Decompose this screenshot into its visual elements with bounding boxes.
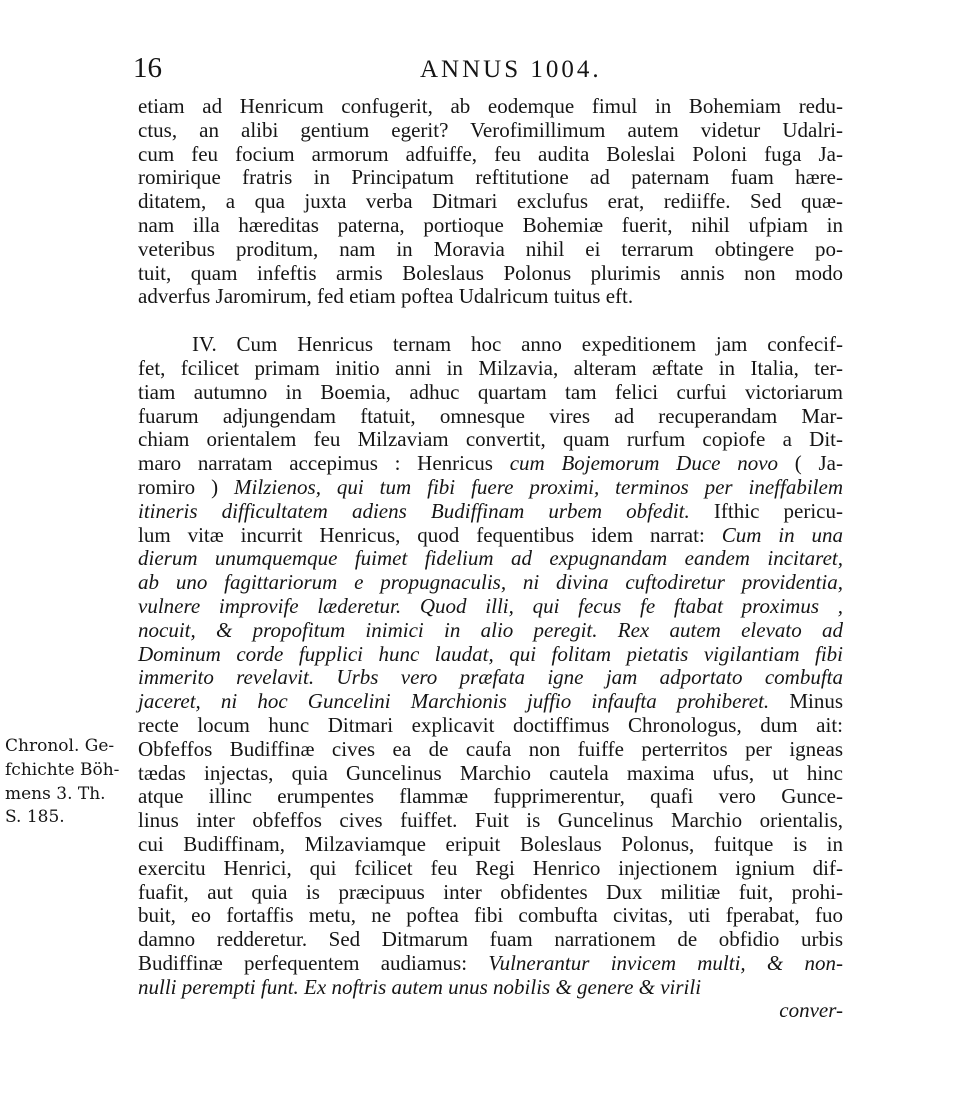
- text-line: [138, 643, 843, 667]
- text-run: linus inter obfeffos cives fuiffet. Fuit is Guncelinus Marchio orientalis,: [138, 808, 843, 833]
- text-line: [138, 762, 843, 786]
- text-line: [138, 119, 843, 143]
- page-header: [0, 52, 960, 92]
- text-run: cui Budiffinam, Milzaviamque eripuit Boleslaus Polonus, fuitque is in: [138, 831, 843, 856]
- text-line: [138, 547, 843, 571]
- italic-quote: nocuit, & propofitum inimici in alio peregit. Rex autem elevato ad: [138, 617, 843, 642]
- text-run: Minus: [769, 689, 843, 714]
- page-number: 16: [133, 52, 162, 84]
- italic-quote: itineris difficultatem adiens Budiffinam urbem obfedit.: [138, 498, 690, 523]
- text-run: damno redderetur. Sed Ditmarum fuam narrationem de obfidio urbis: [138, 927, 843, 952]
- text-run: Obfeffos Budiffinæ cives ea de caufa non fuiffe perterritos per igneas: [138, 736, 843, 761]
- text-line: [138, 476, 843, 500]
- italic-quote: jaceret, ni hoc Guncelini Marchionis juffio infaufta prohiberet.: [138, 689, 770, 714]
- italic-quote: nulli perempti funt. Ex noftris autem unus nobilis & genere & virili: [138, 974, 702, 999]
- text-run: nam illa hæreditas paterna, portioque Bohemiæ fuerit, nihil ufpiam in: [138, 212, 843, 237]
- text-line: [138, 928, 843, 952]
- text-line: [138, 381, 843, 405]
- margin-note-line: fchichte Böh-: [5, 759, 120, 780]
- margin-note: [5, 735, 133, 830]
- text-run: chiam orientalem feu Milzaviam convertit, quam rurfum copiofe a Dit-: [138, 427, 843, 452]
- text-run: tiam autumno in Boemia, adhuc quartam tam felici curfui victoriarum: [138, 379, 843, 404]
- text-run: atque illinc erumpentes flammæ fupprimerentur, quafi vero Gunce-: [138, 784, 843, 809]
- text-line: [138, 857, 843, 881]
- text-run: fuafit, aut quia is præcipuus inter obfidentes Dux militiæ fuit, prohi-: [138, 879, 843, 904]
- text-line: [138, 262, 843, 286]
- paragraph-1: [138, 95, 843, 309]
- text-line: [138, 143, 843, 167]
- text-line: [138, 357, 843, 381]
- text-run: buit, eo fortaffis metu, ne poftea fibi combufta civitas, uti fperabat, fuo: [138, 903, 843, 928]
- text-line: [138, 690, 843, 714]
- text-line: [138, 904, 843, 928]
- paragraph-2: [138, 333, 843, 999]
- italic-quote: Dominum corde fupplici hunc laudat, qui folitam pietatis vigilantiam fibi: [138, 641, 843, 666]
- text-line: [138, 166, 843, 190]
- text-line: [138, 405, 843, 429]
- text-run: Budiffinæ perfequentem audiamus:: [138, 950, 489, 975]
- text-run: tuit, quam infeftis armis Boleslaus Polonus plurimis annis non modo: [138, 260, 843, 285]
- text-run: lum vitæ incurrit Henricus, quod fequentibus idem narrat:: [138, 522, 722, 547]
- text-run: fet, fcilicet primam initio anni in Milzavia, alteram æftate in Italia, ter-: [138, 355, 843, 380]
- catchword: conver-: [779, 998, 843, 1023]
- text-run: ditatem, a qua juxta verba Ditmari exclufus erat, rediiffe. Sed quæ-: [138, 189, 843, 214]
- text-run: etiam ad Henricum confugerit, ab eodemque fimul in Bohemiam redu-: [138, 94, 843, 118]
- text-line: [138, 524, 843, 548]
- text-run: exercitu Henrici, qui fcilicet feu Regi Henrico injectionem ignium dif-: [138, 855, 843, 880]
- text-line: [138, 595, 843, 619]
- text-line: [138, 666, 843, 690]
- text-run: maro narratam accepimus : Henricus: [138, 451, 510, 476]
- italic-quote: Milzienos, qui tum fibi fuere proximi, terminos per ineffabilem: [234, 474, 843, 499]
- text-line: [138, 238, 843, 262]
- text-line: [138, 714, 843, 738]
- text-run: ( Ja-: [778, 451, 843, 476]
- italic-quote: Cum in una: [721, 522, 843, 547]
- margin-note-line: S. 185.: [5, 807, 65, 828]
- text-run: fuarum adjungendam ftatuit, omnesque vires ad recuperandam Mar-: [138, 403, 843, 428]
- italic-quote: dierum unumquemque fuimet fidelium ad expugnandam eandem incitaret,: [138, 546, 843, 571]
- text-run: IV. Cum Henricus ternam hoc anno expeditionem jam confecif-: [192, 332, 843, 357]
- margin-note-line: Chronol. Ge-: [5, 736, 115, 756]
- text-line: [138, 976, 843, 1000]
- text-line: [138, 785, 843, 809]
- text-line: [138, 452, 843, 476]
- text-line: [138, 214, 843, 238]
- italic-quote: cum Bojemorum Duce novo: [509, 451, 779, 476]
- text-run: ctus, an alibi gentium egerit? Verofimillimum autem videtur Udalri-: [138, 117, 843, 142]
- text-line: [138, 952, 843, 976]
- text-line: [138, 285, 843, 309]
- text-run: Ifthic pericu-: [689, 498, 843, 523]
- text-run: tædas injectas, quia Guncelinus Marchio cautela maxima ufus, ut hinc: [138, 760, 843, 785]
- text-line: [138, 809, 843, 833]
- running-title: ANNUS 1004.: [420, 56, 602, 83]
- italic-quote: ab uno fagittariorum e propugnaculis, ni divina cuftodiretur providentia,: [138, 570, 843, 595]
- text-run: romirique fratris in Principatum reftitutione ad paternam fuam hære-: [138, 165, 843, 190]
- text-run: recte locum hunc Ditmari explicavit doctiffimus Chronologus, dum ait:: [138, 712, 843, 737]
- text-line: [138, 619, 843, 643]
- text-run: adverfus Jaromirum, fed etiam poftea Udalricum tuitus eft.: [138, 284, 634, 309]
- margin-note-line: mens 3. Th.: [5, 783, 106, 804]
- text-run: cum feu focium armorum adfuiffe, feu audita Boleslai Poloni fuga Ja-: [138, 141, 843, 166]
- italic-quote: immerito revelavit. Urbs vero præfata igne jam adportato combufta: [138, 665, 843, 690]
- text-line: [138, 500, 843, 524]
- text-line: [138, 571, 843, 595]
- text-line: [138, 881, 843, 905]
- text-line: [138, 738, 843, 762]
- text-line: [138, 428, 843, 452]
- body-text: [138, 95, 843, 1023]
- italic-quote: Vulnerantur invicem multi, & non-: [488, 950, 844, 975]
- text-line: [138, 190, 843, 214]
- text-line: [138, 95, 843, 119]
- text-line: [138, 833, 843, 857]
- text-run: romiro ): [138, 474, 235, 499]
- italic-quote: vulnere improvife læderetur. Quod illi, qui fecus fe ftabat proximus ,: [138, 593, 843, 618]
- text-run: veteribus proditum, nam in Moravia nihil ei terrarum obtingere po-: [138, 236, 843, 261]
- text-line: [138, 333, 843, 357]
